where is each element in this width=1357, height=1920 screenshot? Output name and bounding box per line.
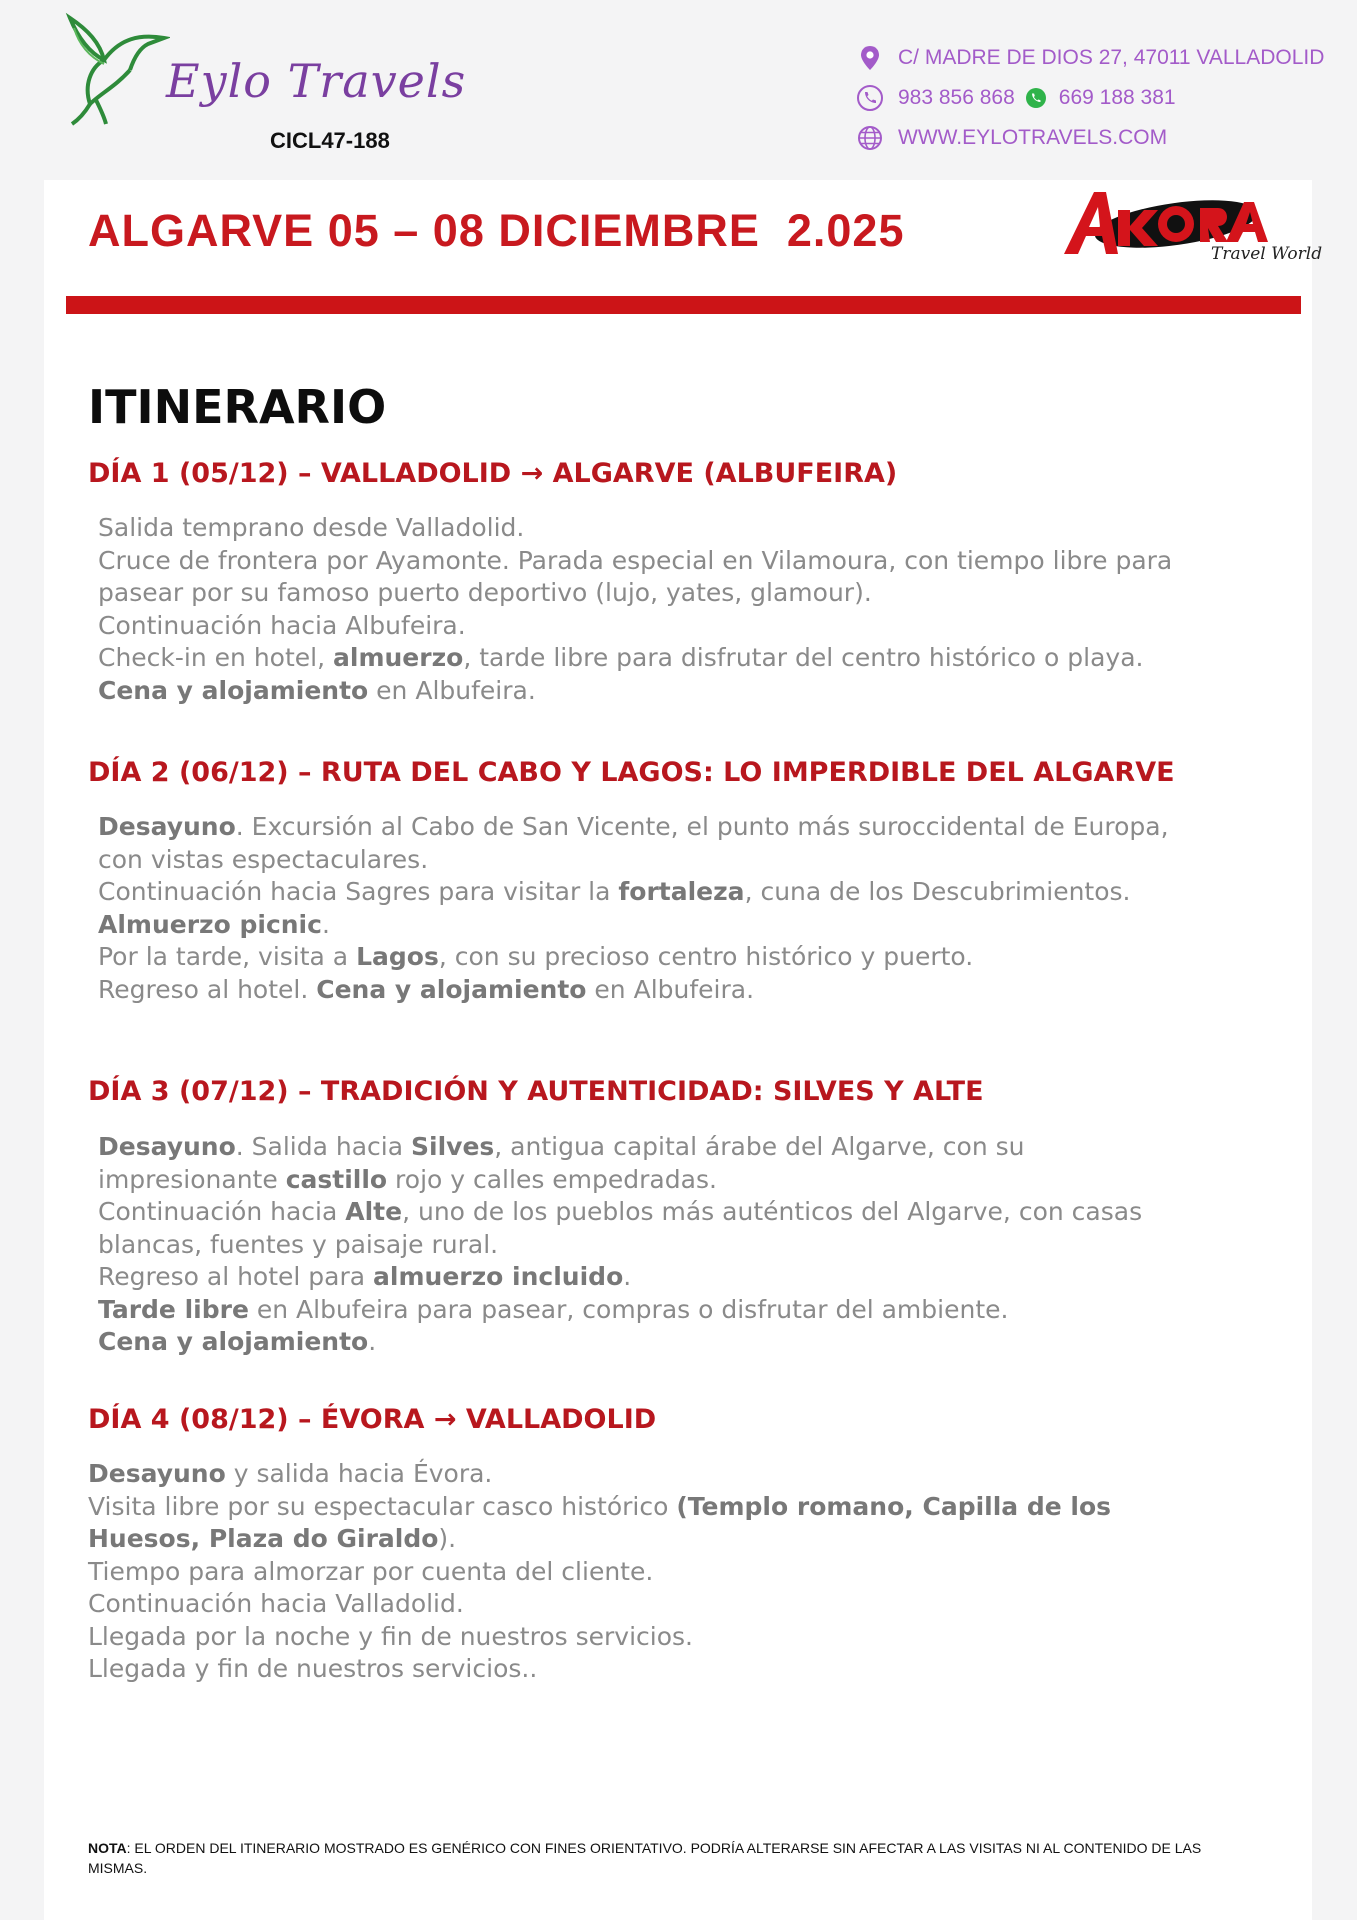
line-text: . Excursión al Cabo de San Vicente, el punto más suroccidental de Europa, [235,812,1169,841]
itinerary-line [88,1556,1288,1589]
footnote [88,1838,1238,1878]
line-text: Por la tarde, visita a [98,942,357,971]
day-3-description [98,1131,1298,1359]
line-text: en Albufeira. [368,675,536,705]
line-text: , cuna de los Descubrimientos. [744,877,1131,906]
line-text: Llegada y fin de nuestros servicios.. [88,1654,538,1683]
itinerary-line [98,844,1298,877]
itinerary-line [98,876,1298,909]
website-row [856,118,1336,158]
hummingbird-icon [60,8,170,133]
highlight-text: fortaleza [618,877,745,906]
brand-logo [60,8,467,153]
itinerary-line [88,1653,1288,1686]
day-4-description [88,1458,1288,1686]
line-text: Tiempo para almorzar por cuenta del cliente. [88,1556,654,1586]
highlight-text: Cena y alojamiento [98,675,369,705]
itinerary-line [98,1164,1298,1197]
footnote-label: NOTA [88,1840,127,1856]
highlight-text: Alte [345,1197,403,1226]
line-text: , uno de los pueblos más auténticos del Algarve, con casas [402,1197,1143,1226]
website-link[interactable]: WWW.EYLOTRAVELS.COM [898,126,1168,149]
itinerary-line [88,1621,1288,1654]
address-text: C/ MADRE DE DIOS 27, 47011 VALLADOLID [898,46,1325,69]
line-text: en Albufeira. [586,974,755,1004]
itinerary-line [98,941,1298,974]
itinerary-line [98,610,1298,643]
line-text: ). [438,1524,457,1553]
line-text: con vistas espectaculares. [98,844,429,874]
line-text: , con su precioso centro histórico y puerto. [438,942,974,971]
highlight-text: Desayuno [88,1459,226,1488]
line-text: Continuación hacia Sagres para visitar la [98,877,619,906]
line-text: Continuación hacia Valladolid. [88,1589,464,1618]
phone-number[interactable]: 983 856 868 [898,86,1015,109]
line-text: pasear por su famoso puerto deportivo (lujo, yates, glamour). [98,578,872,607]
highlight-text: Desayuno [98,812,236,841]
highlight-text: Cena y alojamiento [98,1327,369,1356]
itinerary-line [98,577,1298,610]
partner-logo-mark [1058,180,1308,280]
line-text: , tarde libre para disfrutar del centro histórico o playa. [463,643,1144,672]
itinerary-line [88,1458,1288,1491]
line-text: . [623,1262,632,1291]
line-text: Check-in en hotel, [98,643,333,672]
day-1-description [98,512,1298,707]
line-text: Regreso al hotel. [98,974,317,1004]
highlight-text: Lagos [356,942,439,971]
line-text: impresionante [98,1164,286,1194]
highlight-text: Almuerzo picnic [98,909,322,939]
line-text: Continuación hacia [98,1197,346,1226]
line-text: Salida temprano desde Valladolid. [98,513,525,542]
day-3-heading: DÍA 3 (07/12) – TRADICIÓN Y AUTENTICIDAD: SILVES Y ALTE [88,1076,984,1107]
day-4-heading: DÍA 4 (08/12) – ÉVORA → VALLADOLID [88,1404,657,1435]
itinerary-line [88,1588,1288,1621]
whatsapp-icon [1025,87,1047,109]
highlight-text: castillo [285,1164,388,1194]
itinerary-line [98,811,1298,844]
line-text: Visita libre por su espectacular casco histórico [88,1491,677,1521]
highlight-text: Tarde libre [98,1294,249,1324]
itinerary-line [98,1229,1298,1262]
itinerary-line [98,545,1298,578]
day-2-description [98,811,1298,1006]
highlight-text: Silves [411,1132,495,1161]
itinerary-line [98,1294,1298,1327]
footnote-text: : EL ORDEN DEL ITINERARIO MOSTRADO ES GENÉRICO CON FINES ORIENTATIVO. PODRÍA ALTERARSE SIN AFECTAR A LAS VISITAS NI AL CONTENIDO DE LAS MISMAS. [88,1840,1202,1876]
line-text: en Albufeira para pasear, compras o disfrutar del ambiente. [248,1294,1009,1324]
contact-info [856,38,1336,158]
brand-license-code: CICL47-188 [270,128,390,153]
line-text: Regreso al hotel para [98,1262,374,1291]
highlight-text: almuerzo incluido [373,1262,624,1291]
itinerary-line [98,1196,1298,1229]
trip-title: ALGARVE 05 – 08 DICIEMBRE 2.025 [88,205,905,256]
globe-icon [856,124,884,152]
highlight-text: almuerzo [333,643,464,672]
partner-logo [1058,180,1323,280]
line-text: blancas, fuentes y paisaje rural. [98,1229,499,1259]
line-text: Cruce de frontera por Ayamonte. Parada especial en Vilamoura, con tiempo libre para [98,545,1173,575]
highlight-text: Cena y alojamiento [316,974,587,1004]
day-2-heading: DÍA 2 (06/12) – RUTA DEL CABO Y LAGOS: LO IMPERDIBLE DEL ALGARVE [88,757,1175,788]
line-text: . [321,909,330,939]
itinerary-line [98,974,1298,1007]
highlight-text: (Templo romano, Capilla de los [676,1491,1112,1521]
day-1-heading: DÍA 1 (05/12) – VALLADOLID → ALGARVE (ALBUFEIRA) [88,458,898,489]
highlight-text: Desayuno [98,1132,236,1161]
itinerary-line [98,1131,1298,1164]
itinerary-line [98,1261,1298,1294]
line-text: rojo y calles empedradas. [387,1164,717,1194]
phone-row [856,78,1336,118]
highlight-text: Huesos, Plaza do Giraldo [88,1524,439,1553]
line-text: Llegada por la noche y fin de nuestros servicios. [88,1621,693,1651]
title-divider [66,296,1301,314]
address-row [856,38,1336,78]
itinerary-line [98,512,1298,545]
line-text: Continuación hacia Albufeira. [98,610,466,640]
partner-tagline: Travel World [1211,244,1323,264]
line-text: . [368,1327,377,1356]
line-text: , antigua capital árabe del Algarve, con su [494,1132,1025,1161]
line-text: y salida hacia Évora. [225,1459,493,1488]
phone-icon [856,84,884,112]
itinerary-line [98,675,1298,708]
itinerary-line [98,909,1298,942]
line-text: . Salida hacia [235,1132,411,1161]
itinerary-line [98,642,1298,675]
itinerary-line [88,1523,1288,1556]
itinerary-line [88,1491,1288,1524]
itinerary-heading: ITINERARIO [88,380,387,434]
location-pin-icon [856,44,884,72]
itinerary-line [98,1326,1298,1359]
whatsapp-number[interactable]: 669 188 381 [1058,86,1176,109]
brand-name: Eylo Travels [166,54,467,108]
